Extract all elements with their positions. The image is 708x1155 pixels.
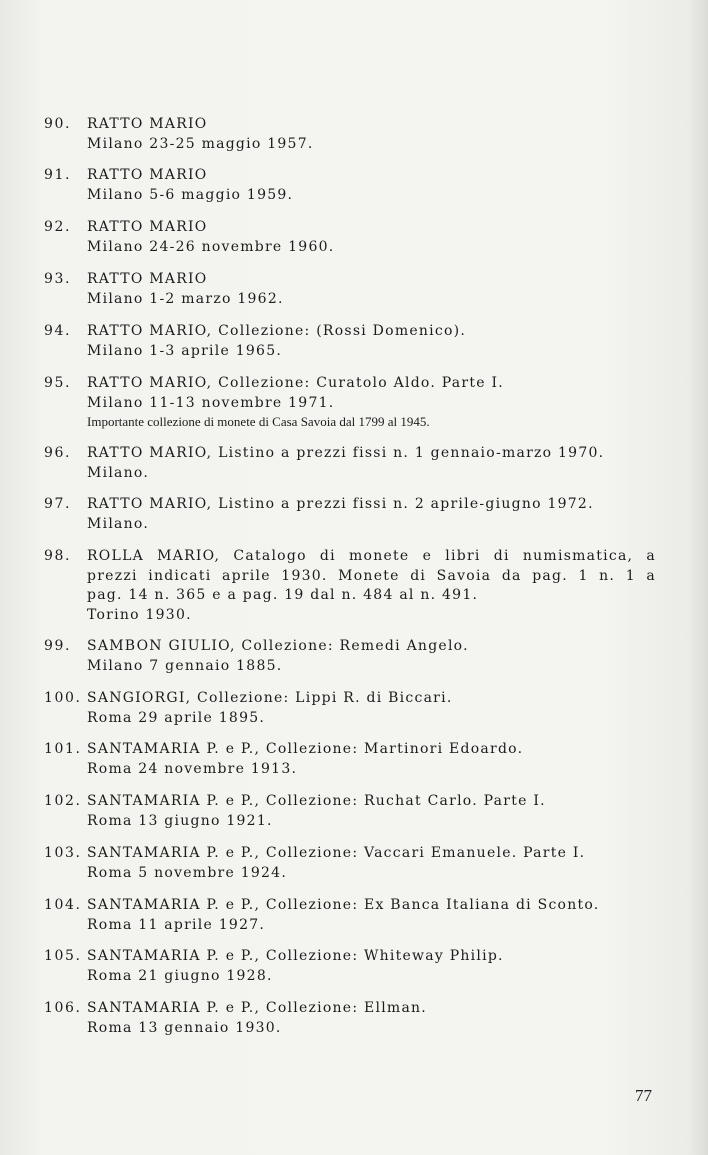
entry-number: 106.: [44, 1000, 82, 1016]
entry-title: RATTO MARIO, Listino a prezzi fissi n. 2 aprile-giugno 1972.: [87, 496, 594, 512]
entry-title: RATTO MARIO, Listino a prezzi fissi n. 1 gennaio-marzo 1970.: [87, 445, 605, 461]
entry-detail-line: Milano 1-2 marzo 1962.: [87, 291, 284, 307]
entry-number: 96.: [44, 445, 72, 461]
entry-number: 94.: [44, 323, 72, 339]
entry-title: SAMBON GIULIO, Collezione: Remedi Angelo.: [87, 638, 469, 654]
entry-detail-line: Milano 1-3 aprile 1965.: [87, 343, 283, 359]
entry-title: RATTO MARIO: [87, 219, 208, 235]
entry-number: 105.: [44, 948, 82, 964]
binding-shadow: [688, 0, 708, 1155]
entry-number: 97.: [44, 496, 72, 512]
page-number: 77: [635, 1086, 652, 1105]
entry-title: RATTO MARIO: [87, 116, 208, 132]
entry-title: RATTO MARIO, Collezione: Curatolo Aldo. Parte I.: [87, 375, 504, 391]
entry-title: RATTO MARIO, Collezione: (Rossi Domenico).: [87, 323, 467, 339]
entry-title: SANTAMARIA P. e P., Collezione: Whiteway Philip.: [87, 948, 504, 964]
entry-detail-line: Roma 24 novembre 1913.: [87, 761, 298, 777]
entry-title: SANGIORGI, Collezione: Lippi R. di Biccari.: [87, 690, 453, 706]
entry-detail-line: Milano 11-13 novembre 1971.: [87, 395, 335, 411]
entry-title: SANTAMARIA P. e P., Collezione: Martinori Edoardo.: [87, 741, 524, 757]
entry-detail-line: Milano 7 gennaio 1885.: [87, 658, 283, 674]
entry-detail-line: Milano 23-25 maggio 1957.: [87, 136, 314, 152]
entry-detail-line: pag. 14 n. 365 e a pag. 19 dal n. 484 al n. 491.: [87, 587, 479, 603]
entry-number: 104.: [44, 897, 82, 913]
entry-title: RATTO MARIO: [87, 167, 208, 183]
entry-detail-line: Torino 1930.: [87, 607, 192, 623]
entry-title: SANTAMARIA P. e P., Collezione: Ellman.: [87, 1000, 428, 1016]
entry-detail-line: Milano 24-26 novembre 1960.: [87, 239, 335, 255]
entry-number: 93.: [44, 271, 72, 287]
entry-title: SANTAMARIA P. e P., Collezione: Ruchat Carlo. Parte I.: [87, 793, 546, 809]
entry-title: SANTAMARIA P. e P., Collezione: Vaccari Emanuele. Parte I.: [87, 845, 586, 861]
entry-title: ROLLA MARIO, Catalogo di monete e libri di numismatica, a: [87, 548, 656, 564]
entry-number: 99.: [44, 638, 72, 654]
entry-number: 100.: [44, 690, 82, 706]
entry-detail-line: Milano.: [87, 516, 150, 532]
entry-detail-line: Roma 21 giugno 1928.: [87, 968, 273, 984]
entry-detail-line: Roma 29 aprile 1895.: [87, 710, 266, 726]
entry-number: 92.: [44, 219, 72, 235]
entry-title: RATTO MARIO: [87, 271, 208, 287]
entry-number: 103.: [44, 845, 82, 861]
entry-detail-line: prezzi indicati aprile 1930. Monete di Savoia da pag. 1 n. 1 a: [87, 568, 656, 584]
entry-detail-line: Roma 13 giugno 1921.: [87, 813, 273, 829]
entry-detail-line: Milano.: [87, 465, 150, 481]
entry-detail-line: Roma 13 gennaio 1930.: [87, 1020, 282, 1036]
entry-detail-line: Roma 11 aprile 1927.: [87, 917, 266, 933]
entry-number: 91.: [44, 167, 72, 183]
entry-number: 101.: [44, 741, 82, 757]
entry-note: Importante collezione di monete di Casa Savoia dal 1799 al 1945.: [87, 414, 430, 429]
entry-number: 102.: [44, 793, 82, 809]
entry-number: 98.: [44, 548, 72, 564]
entry-title: SANTAMARIA P. e P., Collezione: Ex Banca Italiana di Sconto.: [87, 897, 600, 913]
entry-number: 90.: [44, 116, 72, 132]
entry-number: 95.: [44, 375, 72, 391]
entry-detail-line: Milano 5-6 maggio 1959.: [87, 187, 294, 203]
entry-detail-line: Roma 5 novembre 1924.: [87, 865, 288, 881]
